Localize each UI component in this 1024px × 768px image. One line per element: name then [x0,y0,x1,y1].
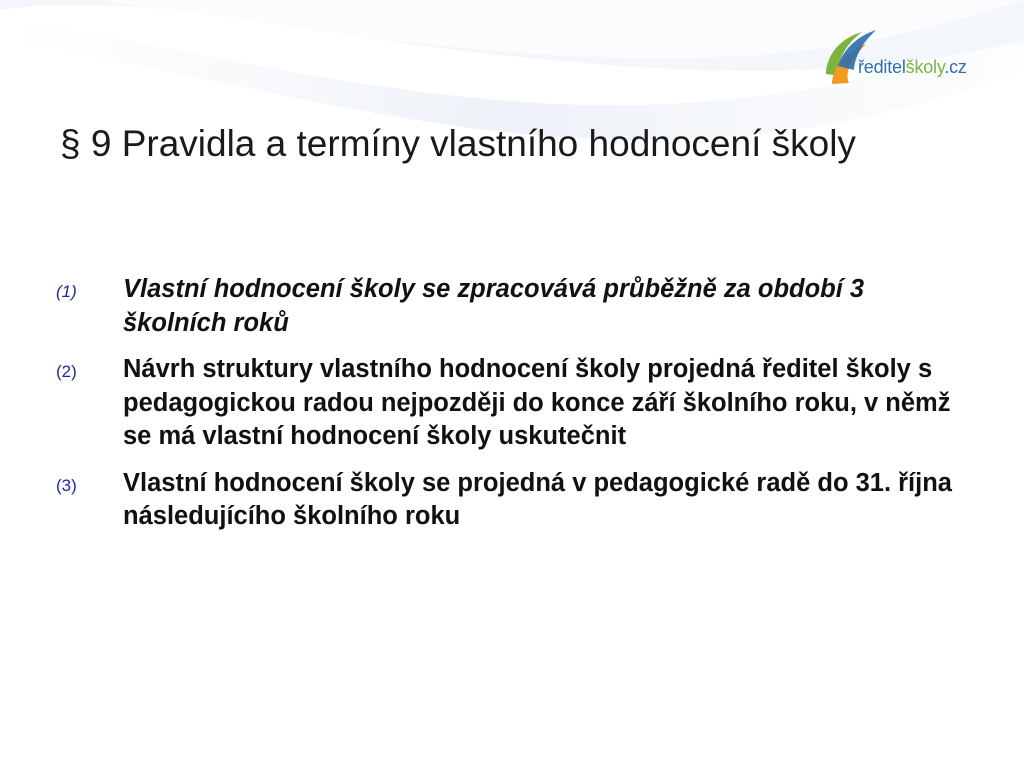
paragraph-item-2 [56,353,956,454]
logo-part-reditel: ředitel [858,57,906,77]
reditelskoly-logo [818,26,1008,92]
logo-part-skoly: školy [905,57,945,77]
paragraph-item-3 [56,467,956,534]
paragraph-marker: (1) [56,282,77,301]
slide-title: § 9 Pravidla a termíny vlastního hodnocení školy [60,123,856,164]
paragraph-text: Vlastní hodnocení školy se projedná v pedagogické radě do 31. října následujícího školního roku [123,468,952,530]
paragraph-item-1 [56,273,956,340]
paragraph-marker: (2) [56,362,77,381]
logo-wordmark [858,58,967,76]
logo-part-cz: .cz [944,57,967,77]
paragraph-list [56,273,956,547]
paragraph-marker: (3) [56,475,77,495]
paragraph-text: Návrh struktury vlastního hodnocení školy projedná ředitel školy s pedagogickou radou nejpozději do konce září školního roku, v němž se má vlastní hodnocení školy uskutečnit [123,355,951,450]
paragraph-text: Vlastní hodnocení školy se zpracovává průběžně za období 3 školních roků [123,275,865,337]
